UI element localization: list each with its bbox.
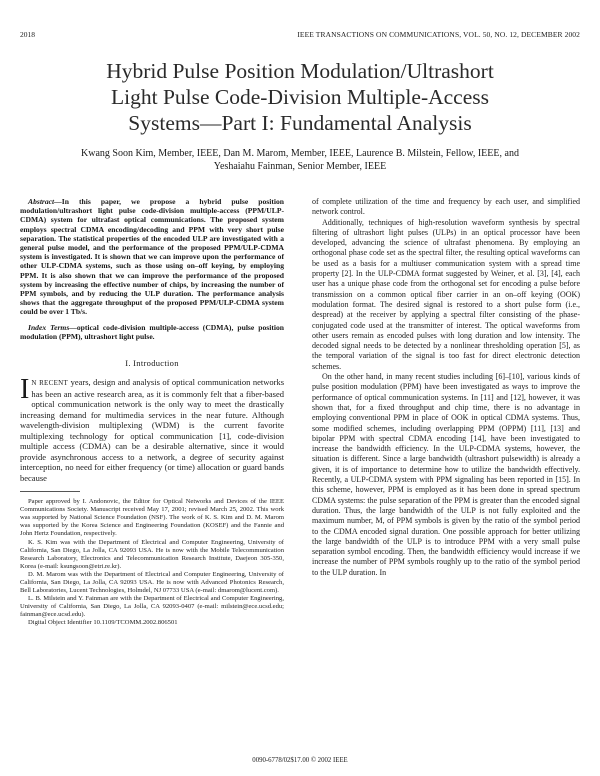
footnote-kim: K. S. Kim was with the Department of Electrical and Computer Engineering, University of California, San Diego, La Jolla, CA 92093 USA. He is now with the Mobile Telecommunication Research Laboratory, Electronics and Telecommunication Research Institute, Daejeon 305-350, Korea (e-mail: ksungsoon@etri.re.kr).: [20, 538, 284, 570]
index-terms-text: optical code-division multiple-access (CDMA), pulse position modulation (PPM), ultrashort light pulse.: [20, 322, 285, 341]
title-line-3: Systems—Part I: Fundamental Analysis: [128, 111, 472, 135]
title-line-1: Hybrid Pulse Position Modulation/Ultrashort: [106, 59, 494, 83]
paper-title: [40, 58, 560, 136]
right-column: [312, 197, 580, 578]
intro-text: years, design and analysis of optical communication networks has been an active research area, as it is commonly felt that a fiber-based optical communication network is the only way to meet the drastically increasing demand for multimedia services in the near future. Although wavelength-division multiplexing (WDM) is the current favorite multiplexing technology for optical communication [1], code-division multiple access (CDMA) can be a desirable alternative, since it would provide asynchronous access to a network, a degree of security against interception, no need for either frequency (or time) allocation or guard bands because: [20, 377, 285, 483]
right-paragraph-1: of complete utilization of the time and frequency by each user, and simplified network control.: [312, 197, 580, 217]
drop-cap: I: [20, 374, 30, 406]
footnote-manuscript: Paper approved by I. Andonovic, the Editor for Optical Networks and Devices of the IEEE Communications Society. Manuscript received May 17, 2001; revised March 25, 2002. This work was supported by National Science Foundation (NSF). The work of K. S. Kim and D. M. Marom was supported by the Korea Science and Engineering Foundation (KOSEF) and the Fannie and John Hertz Foundation, respectively.: [20, 498, 284, 538]
title-line-2: Light Pulse Code-Division Multiple-Access: [110, 85, 489, 109]
footnote-marom: D. M. Marom was with the Department of Electrical and Computer Engineering, University of California, San Diego, La Jolla, CA 92093 USA. He is now with Advanced Photonics Research, Bell Laboratories, Lucent Technologies, Holmdel, NJ 07733 USA (e-mail: dmarom@lucent.com).: [20, 570, 284, 595]
index-terms-lead: Index Terms—: [28, 322, 77, 332]
footnote-doi: Digital Object Identifier 10.1109/TCOMM.2002.806501: [28, 619, 178, 627]
page-number: 2018: [20, 30, 35, 39]
section-heading-introduction: I. Introduction: [125, 358, 179, 369]
footnote-divider: [20, 491, 80, 492]
right-paragraph-2: Additionally, techniques of high-resolution waveform synthesis by spectral filtering of ultrashort light pulses (ULPs) in an optical processor have been developed, advancing the science of ultrafast phenomena. By employing an orthogonal phase code set as the spectral filter, the resulting optical waveforms can be used as a basis for a multiuser communication system with a spread time property [2]. In the ULP-CDMA format suggested by Weiner, et al. [3], [4], each user has a unique phase code from the orthogonal set for encoding a pulse before transmission on a common optical fiber carrier in an on–off keying (OOK) modulation format. The desired signal is restored to a short pulse form (i.e., despread) at the receiver by applying a spectral filter consisting of the phase-conjugated code used at the transmitter of interest. The optical waveforms from other users remain as encoded pulses with long duration and low intensity. The decoded signal needs to be detected by a nonlinear thresholding operation [5], as the temporal variation of the signal is too fast for direct electronic detection schemes.: [312, 217, 580, 371]
left-column: [20, 197, 284, 628]
author-list: [50, 147, 550, 173]
intro-paragraph: [20, 374, 285, 483]
intro-smallcaps: N RECENT: [31, 379, 69, 388]
abstract-text: In this paper, we propose a hybrid pulse position modulation/ultrashort light pulse code-division multiple-access (PPM/ULP-CDMA) system for ultrafast optical communications. The proposed system employs spectral CDMA encoding/decoding and PPM with very short pulse separation. The statistical properties of the encoded ULP are investigated with a general pulse model, and the performance of the proposed PPM/ULP-CDMA system is investigated. It is shown that we can improve upon the performance of other ULP-CDMA systems, such as those using on–off keying, by employing PPM. It is also shown that we can improve the performance of the proposed system by increasing the effective number of chips, by increasing the number of PPM symbols, and by reducing the ULP duration. The performance analysis shows that the aggregate throughput of the proposed PPM/ULP-CDMA system could be over 1 Tb/s.: [20, 197, 284, 317]
abstract-lead: Abstract—: [28, 197, 62, 206]
author-line-2: Yeshaiahu Fainman, Senior Member, IEEE: [213, 161, 387, 172]
right-paragraph-3: On the other hand, in many recent studies including [6]–[10], various kinds of pulse position modulation (PPM) have been investigated as ways to improve the performance of optical communication systems. In [11] and [12], however, it was shown that, for a fixed throughput and chip time, there is no advantage in employing conventional PPM in place of OOK in optical CDMA systems. Thus, some modified schemes, including overlapping PPM (OPPM) [11], [13] and bipolar PPM with spectral CDMA encoding [14], have been investigated to increase the bandwidth efficiency. In the ULP-CDMA systems, however, the situation is different. Since a large bandwidth (ultrashort pulsewidth) is already a given, it is of importance to determine how to utilize the bandwidth effectively. Recently, a ULP-CDMA system with PPM signaling has been reported in [15]. In this scheme, however, PPM is employed as it has been done in spread spectrum CDMA systems: the pulse separation of the PPM is greater than the encoded signal duration. Thus, the large bandwidth of the ULP is not fully exploited and the maximum number, M, of PPM symbols is given by the ratio of the symbol period to the CDMA encoded signal duration. One possible approach for better utilizing the large bandwidth of the ULP is to introduce PPM with a very small pulse separation symbol encoding. Then, the bandwidth efficiency would increase if we increase the number of PPM symbols roughly up to the ratio of the symbol period to the ULP duration. In: [312, 372, 580, 577]
footnote-milstein-fainman: L. B. Milstein and Y. Fainman are with the Department of Electrical and Computer Engineering, University of California, San Diego, La Jolla, CA 92093-0407 (e-mail: milstein@ece.ucsd.edu; fainman@ece.ucsd.edu).: [20, 595, 284, 619]
copyright-footer: 0090-6778/02$17.00 © 2002 IEEE: [252, 757, 348, 764]
author-line-1: Kwang Soon Kim, Member, IEEE, Dan M. Marom, Member, IEEE, Laurence B. Milstein, Fellow, IEEE, and: [81, 148, 519, 159]
index-terms: [20, 323, 284, 341]
running-header: IEEE TRANSACTIONS ON COMMUNICATIONS, VOL. 50, NO. 12, DECEMBER 2002: [297, 30, 580, 39]
abstract: [20, 197, 284, 317]
